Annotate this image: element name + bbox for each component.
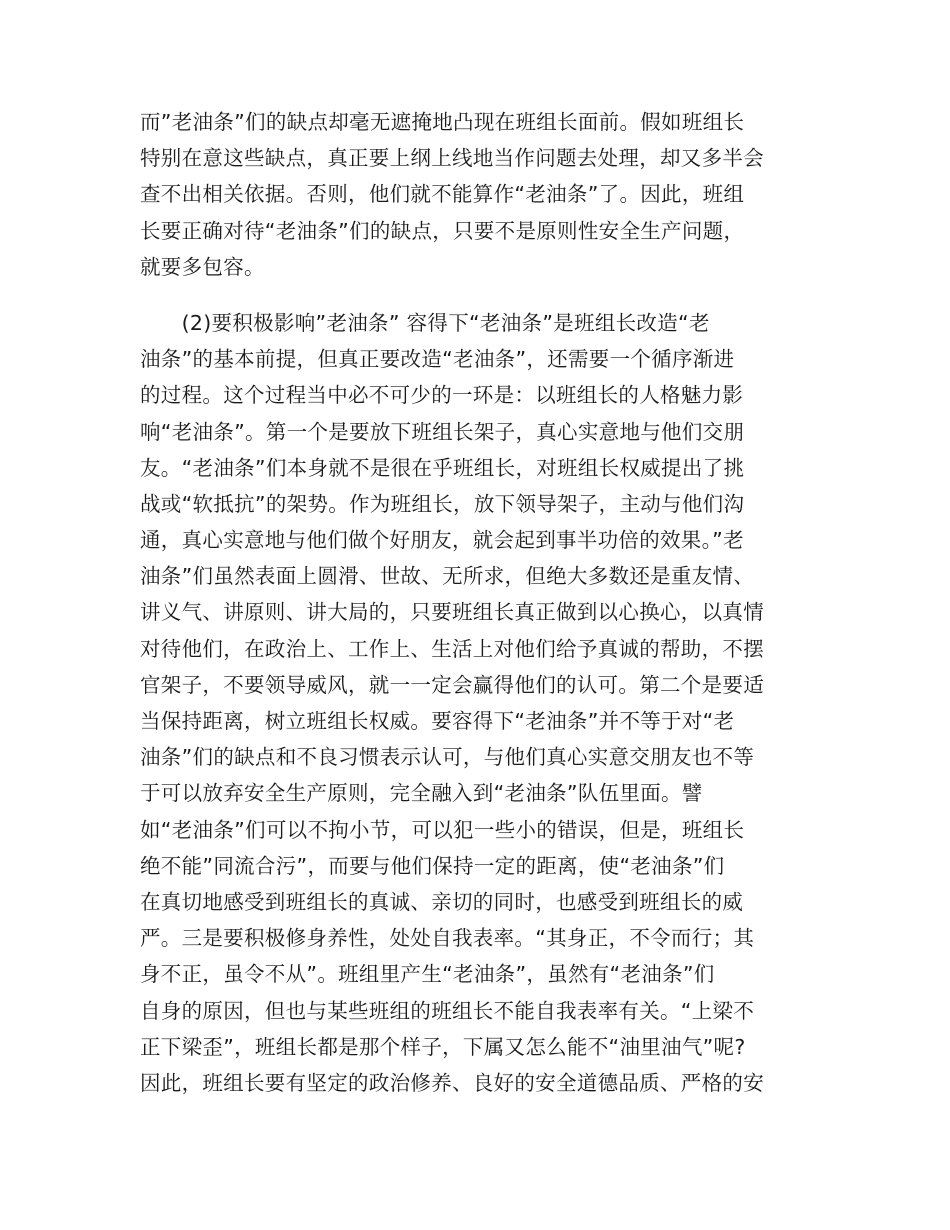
text-line: 严。三是要积极修身养性，处处自我表率。“其身正，不令而行；其	[140, 926, 755, 951]
text-line: 身不正，虽令不从”。班组里产生“老油条”，虽然有“老油条”们	[140, 962, 715, 987]
text-line: 官架子，不要领导威风，就一一定会赢得他们的认可。第二个是要适	[140, 672, 764, 697]
text-line: 油条”们的缺点和不良习惯表示认可，与他们真心实意交朋友也不等	[140, 745, 755, 770]
document-body	[140, 104, 810, 1101]
text-line: (2)要积极影响”老油条” 容得下“老油条”是班组长改造“老	[140, 310, 710, 335]
paragraph-spacer	[140, 285, 810, 305]
text-line: 特别在意这些缺点，真正要上纲上线地当作问题去处理，却又多半会	[140, 146, 764, 171]
text-line: 油条”的基本前提，但真正要改造“老油条”，还需要一个循序渐进	[140, 347, 735, 372]
text-line: 当保持距离，树立班组长权威。要容得下“老油条”并不等于对“老	[140, 709, 735, 733]
text-line: 长要正确对待“老油条”们的缺点，只要不是原则性安全生产问题，	[140, 218, 745, 243]
paragraph	[140, 305, 810, 1101]
text-line: 于可以放弃安全生产原则，完全融入到“老油条”队伍里面。譬	[140, 781, 703, 806]
text-line: 正下梁歪”，班组长都是那个样子，下属又怎么能不“油里油气”呢?	[140, 1034, 746, 1059]
text-line: 就要多包容。	[140, 254, 265, 279]
text-line: 自身的原因，但也与某些班组的班组长不能自我表率有关。“上梁不	[140, 998, 755, 1023]
paragraph	[140, 104, 810, 285]
text-line: 讲义气、讲原则、讲大局的，只要班组长真正做到以心换心，以真情	[140, 600, 764, 625]
text-line: 因此，班组长要有坚定的政治修养、良好的安全道德品质、严格的安	[140, 1070, 764, 1095]
text-line: 通，真心实意地与他们做个好朋友，就会起到事半功倍的效果。”老	[140, 528, 744, 553]
text-line: 的过程。这个过程当中必不可少的一环是：以班组长的人格魅力影	[140, 383, 744, 408]
text-line: 对待他们，在政治上、工作上、生活上对他们给予真诚的帮助，不摆	[140, 636, 764, 661]
text-line: 在真切地感受到班组长的真诚、亲切的同时，也感受到班组长的威	[140, 889, 744, 914]
text-line: 绝不能”同流合污”，而要与他们保持一定的距离，使“老油条”们	[140, 853, 725, 878]
text-line: 查不出相关依据。否则，他们就不能算作“老油条”了。因此，班组	[140, 182, 745, 207]
text-line: 友。“老油条”们本身就不是很在乎班组长，对班组长权威提出了挑	[140, 455, 745, 480]
text-line: 如“老油条”们可以不拘小节，可以犯一些小的错误，但是，班组长	[140, 817, 745, 842]
text-line: 战或“软抵抗”的架势。作为班组长，放下领导架子，主动与他们沟	[140, 491, 745, 516]
text-line: 油条”们虽然表面上圆滑、世故、无所求，但绝大多数还是重友情、	[140, 564, 755, 589]
text-line: 响“老油条”。第一个是要放下班组长架子，真心实意地与他们交朋	[140, 419, 745, 444]
text-line: 而”老油条”们的缺点却毫无遮掩地凸现在班组长面前。假如班组长	[140, 110, 745, 134]
